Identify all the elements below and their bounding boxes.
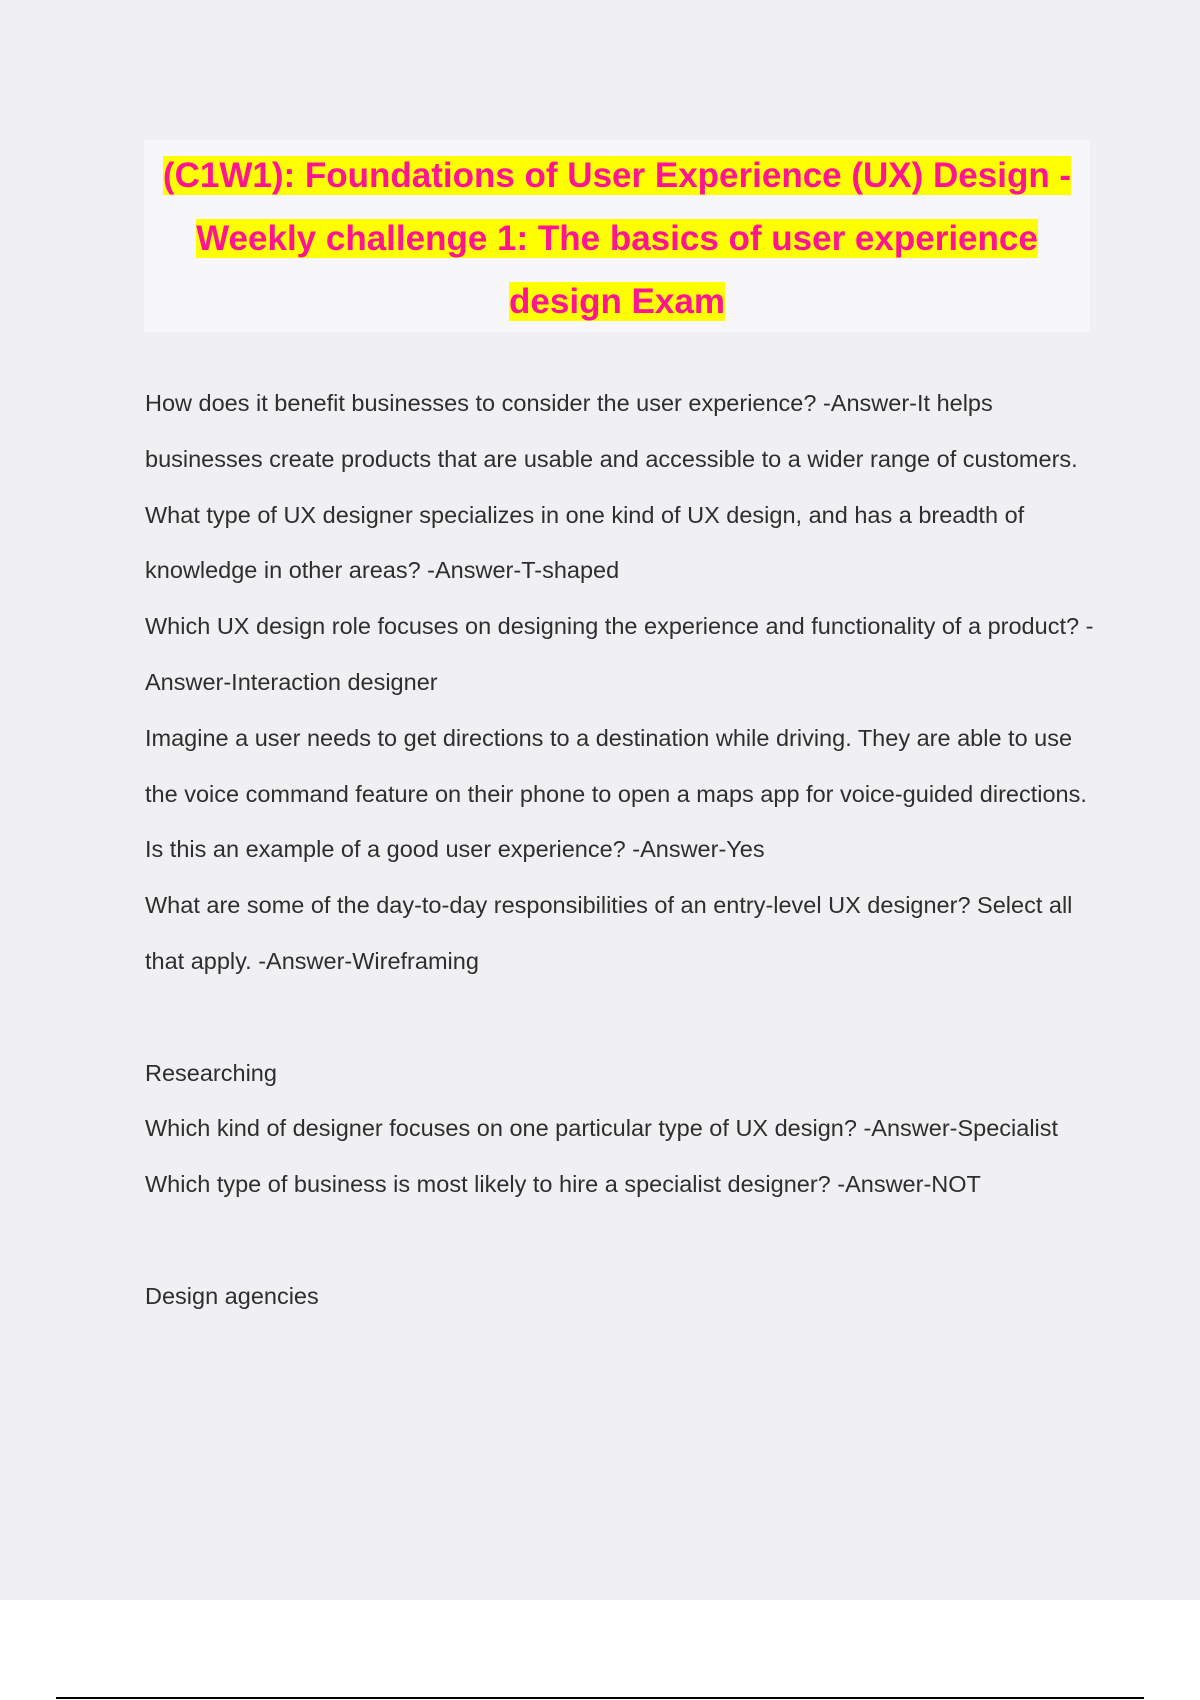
qa-paragraph: What type of UX designer specializes in one kind of UX design, and has a breadth of knowledge in other areas? -Answer-T-shaped <box>145 501 1025 584</box>
qa-paragraph: Design agencies <box>145 1282 319 1309</box>
footer-divider <box>56 1697 1144 1699</box>
qa-paragraph: Which kind of designer focuses on one particular type of UX design? -Answer-Specialist <box>145 1115 1059 1142</box>
document-title <box>144 140 1090 333</box>
title-highlight: (C1W1): Foundations of User Experience (UX) Design - Weekly challenge 1: The basics of user experience design Exam <box>162 156 1072 321</box>
title-block <box>144 140 1090 332</box>
blank-line <box>145 990 1105 1046</box>
qa-paragraph: Researching <box>145 1059 277 1086</box>
qa-paragraph: How does it benefit businesses to consider the user experience? -Answer-It helps businesses create products that are usable and accessible to a wider range of customers. <box>145 390 1078 472</box>
blank-line <box>145 1213 1105 1269</box>
qa-paragraph: Which type of business is most likely to hire a specialist designer? -Answer-NOT <box>145 1171 981 1198</box>
qa-paragraph: Which UX design role focuses on designing the experience and functionality of a product? -Answer-Interaction designer <box>145 613 1094 695</box>
document-body <box>145 376 1105 1325</box>
qa-paragraph: What are some of the day-to-day responsibilities of an entry-level UX designer? Select all that apply. -Answer-Wireframing <box>145 892 1073 974</box>
qa-paragraph: Imagine a user needs to get directions to a destination while driving. They are able to use the voice command feature on their phone to open a maps app for voice-guided directions. Is this an example of a good user experience? -Answer-Yes <box>145 724 1087 863</box>
